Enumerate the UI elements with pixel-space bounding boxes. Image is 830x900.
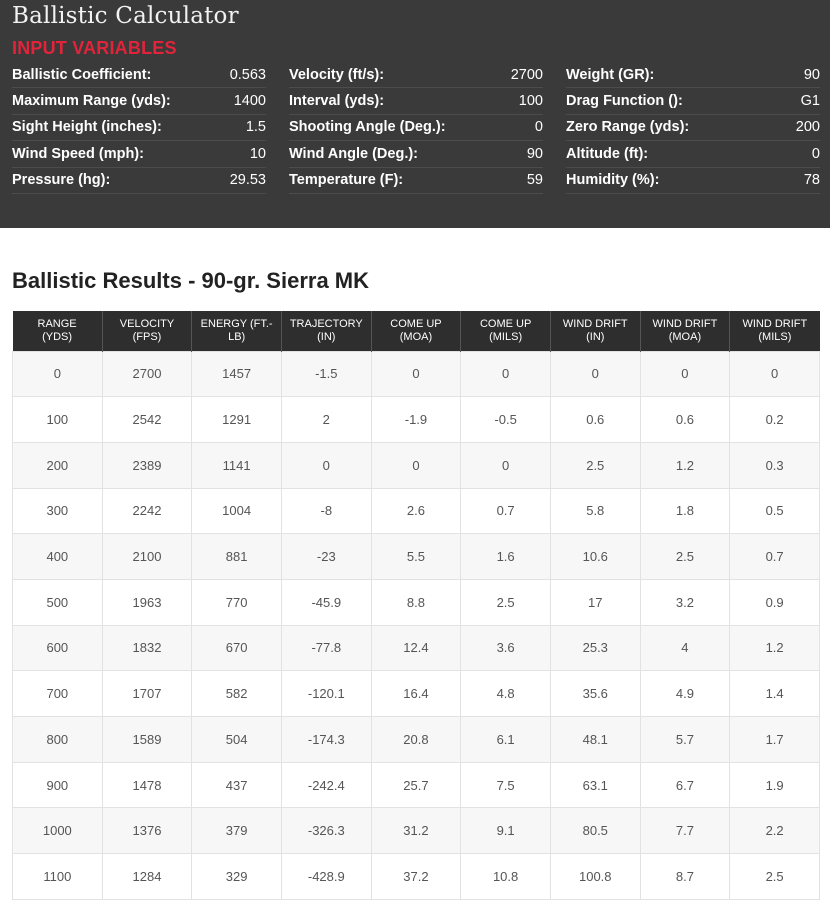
table-cell: -326.3 bbox=[281, 808, 371, 854]
table-cell: -1.9 bbox=[371, 397, 461, 443]
table-cell: 9.1 bbox=[461, 808, 551, 854]
table-cell: 1478 bbox=[102, 762, 192, 808]
column-header-line: RANGE bbox=[37, 317, 77, 330]
column-header bbox=[550, 311, 640, 351]
variable-label: Altitude (ft): bbox=[566, 145, 649, 162]
table-cell: 1141 bbox=[192, 442, 282, 488]
table-cell: 329 bbox=[192, 854, 282, 900]
column-header-line: (MILS) bbox=[758, 330, 792, 343]
table-cell: 0 bbox=[461, 442, 551, 488]
variable-label: Interval (yds): bbox=[289, 93, 385, 110]
column-header-line: TRAJECTORY bbox=[289, 317, 363, 330]
table-cell: 5.8 bbox=[550, 488, 640, 534]
variable-row bbox=[12, 168, 820, 194]
table-cell: 0 bbox=[640, 351, 730, 397]
table-cell: -8 bbox=[281, 488, 371, 534]
table-cell: 0.7 bbox=[461, 488, 551, 534]
table-cell: 0 bbox=[550, 351, 640, 397]
table-cell: 25.7 bbox=[371, 762, 461, 808]
table-cell: 1.8 bbox=[640, 488, 730, 534]
table-cell: -0.5 bbox=[461, 397, 551, 443]
table-cell: -1.5 bbox=[281, 351, 371, 397]
table-cell: 7.5 bbox=[461, 762, 551, 808]
column-header-line: (MILS) bbox=[489, 330, 523, 343]
table-row bbox=[13, 351, 820, 397]
table-cell: 1.2 bbox=[730, 625, 820, 671]
column-header bbox=[640, 311, 730, 351]
column-header-line: (MOA) bbox=[399, 330, 433, 343]
variable-value: 90 bbox=[526, 145, 543, 162]
variable-field bbox=[566, 141, 820, 167]
table-cell: 17 bbox=[550, 579, 640, 625]
table-cell: 1457 bbox=[192, 351, 282, 397]
variable-field bbox=[12, 141, 266, 167]
table-cell: 0 bbox=[461, 351, 551, 397]
table-cell: 200 bbox=[13, 442, 103, 488]
table-cell: 6.7 bbox=[640, 762, 730, 808]
table-row bbox=[13, 442, 820, 488]
table-cell: 63.1 bbox=[550, 762, 640, 808]
variable-value: 0.563 bbox=[229, 66, 266, 83]
variable-value: 0 bbox=[811, 145, 820, 162]
variable-label: Ballistic Coefficient: bbox=[12, 66, 152, 83]
variable-row bbox=[12, 115, 820, 141]
table-cell: 4.9 bbox=[640, 671, 730, 717]
variable-value: 1.5 bbox=[245, 119, 266, 136]
table-cell: 1004 bbox=[192, 488, 282, 534]
table-cell: 1.2 bbox=[640, 442, 730, 488]
table-cell: 1589 bbox=[102, 717, 192, 763]
table-cell: 100 bbox=[13, 397, 103, 443]
ballistic-results-table bbox=[12, 311, 820, 900]
table-cell: 5.7 bbox=[640, 717, 730, 763]
column-header bbox=[102, 311, 192, 351]
variable-field bbox=[289, 62, 543, 88]
table-cell: 48.1 bbox=[550, 717, 640, 763]
table-cell: 300 bbox=[13, 488, 103, 534]
table-cell: 25.3 bbox=[550, 625, 640, 671]
variable-value: 10 bbox=[249, 145, 266, 162]
variable-row bbox=[12, 88, 820, 114]
table-cell: 1.4 bbox=[730, 671, 820, 717]
variable-label: Velocity (ft/s): bbox=[289, 66, 385, 83]
column-header bbox=[13, 311, 103, 351]
table-cell: 0.2 bbox=[730, 397, 820, 443]
variable-label: Weight (GR): bbox=[566, 66, 655, 83]
table-cell: 6.1 bbox=[461, 717, 551, 763]
table-cell: 2.6 bbox=[371, 488, 461, 534]
table-cell: 1.6 bbox=[461, 534, 551, 580]
variable-value: 59 bbox=[526, 172, 543, 189]
table-cell: 2700 bbox=[102, 351, 192, 397]
table-cell: 0.9 bbox=[730, 579, 820, 625]
variable-field bbox=[566, 88, 820, 114]
table-row bbox=[13, 671, 820, 717]
variable-value: 1400 bbox=[233, 93, 266, 110]
variable-label: Sight Height (inches): bbox=[12, 119, 162, 136]
column-header bbox=[371, 311, 461, 351]
table-cell: 400 bbox=[13, 534, 103, 580]
variable-value: 200 bbox=[795, 119, 820, 136]
table-cell: 1963 bbox=[102, 579, 192, 625]
table-cell: 0 bbox=[13, 351, 103, 397]
table-cell: 0 bbox=[371, 351, 461, 397]
variable-label: Zero Range (yds): bbox=[566, 119, 690, 136]
variable-label: Pressure (hg): bbox=[12, 172, 111, 189]
column-header-line: COME UP bbox=[479, 317, 532, 330]
table-cell: 2 bbox=[281, 397, 371, 443]
table-cell: 437 bbox=[192, 762, 282, 808]
table-cell: 8.7 bbox=[640, 854, 730, 900]
variable-label: Shooting Angle (Deg.): bbox=[289, 119, 446, 136]
table-cell: 1000 bbox=[13, 808, 103, 854]
column-header-line: (MOA) bbox=[668, 330, 702, 343]
calculator-title: Ballistic Calculator bbox=[12, 3, 239, 29]
table-cell: 2.5 bbox=[550, 442, 640, 488]
table-cell: 10.6 bbox=[550, 534, 640, 580]
table-cell: 2100 bbox=[102, 534, 192, 580]
variable-field bbox=[566, 115, 820, 141]
table-cell: 0.7 bbox=[730, 534, 820, 580]
table-cell: 582 bbox=[192, 671, 282, 717]
table-cell: 2242 bbox=[102, 488, 192, 534]
table-row bbox=[13, 808, 820, 854]
variable-value: 2700 bbox=[510, 66, 543, 83]
table-cell: 800 bbox=[13, 717, 103, 763]
variable-row bbox=[12, 62, 820, 88]
variable-field bbox=[12, 62, 266, 88]
variable-field bbox=[289, 88, 543, 114]
column-header bbox=[281, 311, 371, 351]
column-header-line: (YDS) bbox=[42, 330, 73, 343]
table-cell: 100.8 bbox=[550, 854, 640, 900]
column-header bbox=[192, 311, 282, 351]
variable-value: 0 bbox=[534, 119, 543, 136]
table-cell: 3.2 bbox=[640, 579, 730, 625]
table-cell: 500 bbox=[13, 579, 103, 625]
table-cell: 16.4 bbox=[371, 671, 461, 717]
column-header-line: (IN) bbox=[586, 330, 605, 343]
table-cell: 1.7 bbox=[730, 717, 820, 763]
table-cell: 8.8 bbox=[371, 579, 461, 625]
calculator-panel bbox=[0, 0, 830, 228]
input-variables-grid bbox=[12, 62, 820, 194]
table-cell: 80.5 bbox=[550, 808, 640, 854]
table-cell: 35.6 bbox=[550, 671, 640, 717]
table-cell: 12.4 bbox=[371, 625, 461, 671]
table-cell: 881 bbox=[192, 534, 282, 580]
table-cell: 0.6 bbox=[640, 397, 730, 443]
table-cell: 900 bbox=[13, 762, 103, 808]
variable-field bbox=[566, 168, 820, 194]
variable-value: 100 bbox=[518, 93, 543, 110]
table-cell: 1.9 bbox=[730, 762, 820, 808]
table-cell: 0 bbox=[371, 442, 461, 488]
column-header-line: (IN) bbox=[317, 330, 336, 343]
column-header bbox=[461, 311, 551, 351]
column-header-line: WIND DRIFT bbox=[742, 317, 808, 330]
table-cell: -242.4 bbox=[281, 762, 371, 808]
table-cell: -428.9 bbox=[281, 854, 371, 900]
table-cell: -120.1 bbox=[281, 671, 371, 717]
table-row bbox=[13, 579, 820, 625]
variable-label: Wind Angle (Deg.): bbox=[289, 145, 419, 162]
column-header-line: WIND DRIFT bbox=[652, 317, 718, 330]
table-cell: 0.6 bbox=[550, 397, 640, 443]
variable-label: Maximum Range (yds): bbox=[12, 93, 171, 110]
table-cell: 2.5 bbox=[730, 854, 820, 900]
variable-field bbox=[12, 115, 266, 141]
table-row bbox=[13, 717, 820, 763]
table-cell: 37.2 bbox=[371, 854, 461, 900]
table-cell: 0 bbox=[730, 351, 820, 397]
variable-label: Humidity (%): bbox=[566, 172, 660, 189]
variable-field bbox=[566, 62, 820, 88]
table-cell: 2.2 bbox=[730, 808, 820, 854]
table-cell: 3.6 bbox=[461, 625, 551, 671]
table-cell: 2.5 bbox=[461, 579, 551, 625]
table-header-row bbox=[13, 311, 820, 351]
column-header-line: VELOCITY bbox=[119, 317, 175, 330]
table-cell: 0 bbox=[281, 442, 371, 488]
variable-field bbox=[12, 168, 266, 194]
variable-field bbox=[289, 168, 543, 194]
table-cell: 0.5 bbox=[730, 488, 820, 534]
table-cell: 2389 bbox=[102, 442, 192, 488]
table-cell: 20.8 bbox=[371, 717, 461, 763]
table-cell: 10.8 bbox=[461, 854, 551, 900]
table-row bbox=[13, 762, 820, 808]
table-row bbox=[13, 397, 820, 443]
variable-field bbox=[289, 115, 543, 141]
table-cell: 2542 bbox=[102, 397, 192, 443]
variable-field bbox=[289, 141, 543, 167]
table-cell: 1291 bbox=[192, 397, 282, 443]
variable-value: 90 bbox=[803, 66, 820, 83]
results-title: Ballistic Results - 90-gr. Sierra MK bbox=[12, 268, 370, 293]
table-cell: 31.2 bbox=[371, 808, 461, 854]
table-body bbox=[13, 351, 820, 899]
table-cell: 1707 bbox=[102, 671, 192, 717]
table-row bbox=[13, 488, 820, 534]
variable-value: G1 bbox=[800, 93, 820, 110]
column-header bbox=[730, 311, 820, 351]
column-header-line: WIND DRIFT bbox=[562, 317, 628, 330]
variable-label: Wind Speed (mph): bbox=[12, 145, 144, 162]
table-cell: 5.5 bbox=[371, 534, 461, 580]
column-header-line: ENERGY (FT.- bbox=[200, 317, 273, 330]
table-cell: 4 bbox=[640, 625, 730, 671]
table-row bbox=[13, 625, 820, 671]
column-header-line: LB) bbox=[228, 330, 246, 343]
table-cell: 504 bbox=[192, 717, 282, 763]
table-cell: 2.5 bbox=[640, 534, 730, 580]
table-cell: 4.8 bbox=[461, 671, 551, 717]
table-cell: 600 bbox=[13, 625, 103, 671]
column-header-line: (FPS) bbox=[132, 330, 162, 343]
input-variables-heading: INPUT VARIABLES bbox=[12, 38, 177, 58]
table-row bbox=[13, 854, 820, 900]
table-cell: 700 bbox=[13, 671, 103, 717]
table-cell: 1284 bbox=[102, 854, 192, 900]
table-row bbox=[13, 534, 820, 580]
table-cell: 770 bbox=[192, 579, 282, 625]
table-cell: -45.9 bbox=[281, 579, 371, 625]
table-cell: 0.3 bbox=[730, 442, 820, 488]
table-cell: -23 bbox=[281, 534, 371, 580]
variable-value: 29.53 bbox=[229, 172, 266, 189]
table-cell: 1100 bbox=[13, 854, 103, 900]
table-cell: 1376 bbox=[102, 808, 192, 854]
table-cell: 670 bbox=[192, 625, 282, 671]
table-cell: 379 bbox=[192, 808, 282, 854]
variable-label: Drag Function (): bbox=[566, 93, 683, 110]
column-header-line: COME UP bbox=[390, 317, 442, 330]
variable-label: Temperature (F): bbox=[289, 172, 404, 189]
variable-row bbox=[12, 141, 820, 167]
table-cell: 7.7 bbox=[640, 808, 730, 854]
table-cell: -174.3 bbox=[281, 717, 371, 763]
table-cell: 1832 bbox=[102, 625, 192, 671]
variable-field bbox=[12, 88, 266, 114]
table-cell: -77.8 bbox=[281, 625, 371, 671]
variable-value: 78 bbox=[803, 172, 820, 189]
